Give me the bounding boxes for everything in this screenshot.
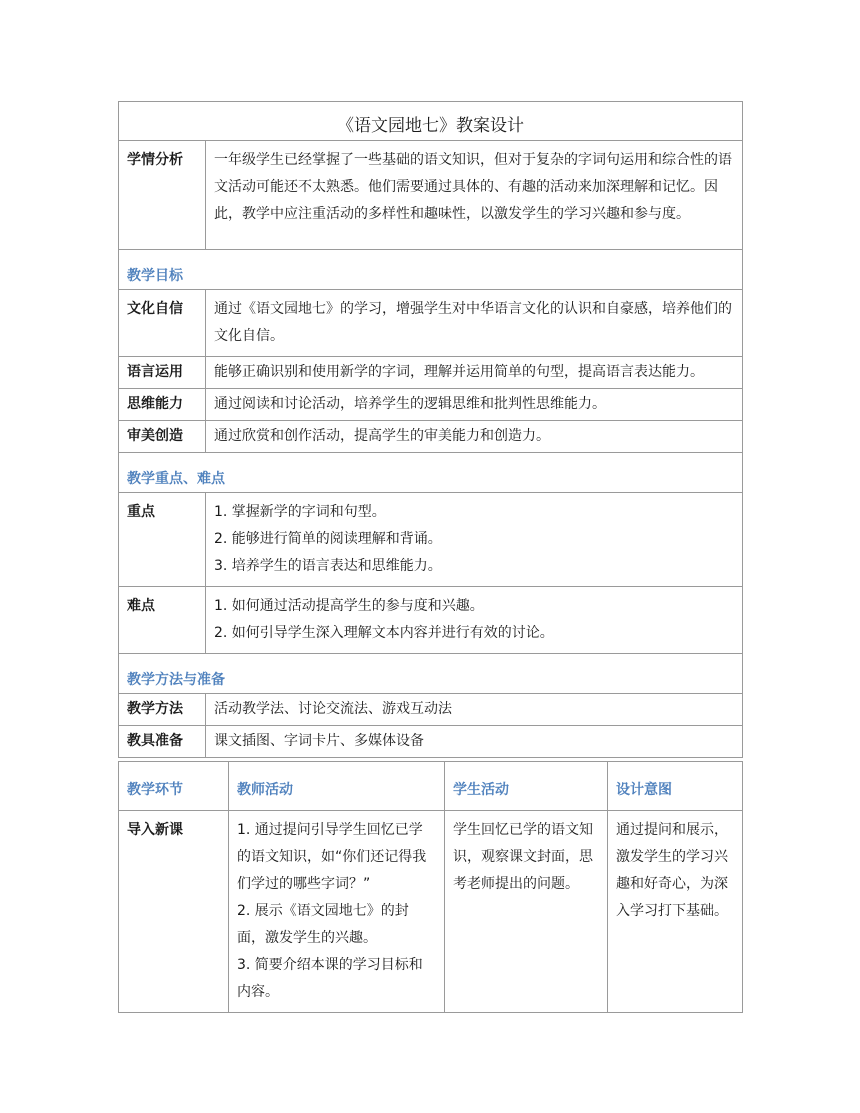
- lesson-plan-table: [118, 101, 743, 758]
- header-student: 学生活动: [445, 762, 608, 811]
- method-text: 课文插图、字词卡片、多媒体设备: [206, 726, 743, 758]
- teacher-activity-item: 1. 通过提问引导学生回忆已学的语文知识，如“你们还记得我们学过的哪些字词？”: [237, 822, 427, 892]
- goal-label: 思维能力: [119, 389, 206, 421]
- focus-list: [206, 493, 743, 587]
- student-activity-cell: 学生回忆已学的语文知识，观察课文封面，思考老师提出的问题。: [445, 811, 608, 1013]
- header-stage: 教学环节: [119, 762, 229, 811]
- goal-text: 通过阅读和讨论活动，培养学生的逻辑思维和批判性思维能力。: [206, 389, 743, 421]
- header-teacher: 教师活动: [229, 762, 445, 811]
- teacher-activity-cell: [229, 811, 445, 1013]
- design-intent-cell: 通过提问和展示，激发学生的学习兴趣和好奇心，为深入学习打下基础。: [608, 811, 743, 1013]
- difficulty-list: [206, 587, 743, 654]
- stage-cell: 导入新课: [119, 811, 229, 1013]
- method-text: 活动教学法、讨论交流法、游戏互动法: [206, 694, 743, 726]
- goal-text: 通过欣赏和创作活动，提高学生的审美能力和创造力。: [206, 421, 743, 453]
- teaching-process-table: [118, 761, 743, 1013]
- teacher-activity-item: 3. 简要介绍本课的学习目标和内容。: [237, 957, 423, 1000]
- header-intent: 设计意图: [608, 762, 743, 811]
- focus-item: 1. 掌握新学的字词和句型。: [214, 504, 386, 520]
- difficulty-item: 1. 如何通过活动提高学生的参与度和兴趣。: [214, 598, 484, 614]
- goal-label: 文化自信: [119, 290, 206, 357]
- difficulty-label: 难点: [119, 587, 206, 654]
- learning-analysis-text: 一年级学生已经掌握了一些基础的语文知识，但对于复杂的字词句运用和综合性的语文活动可能还不太熟悉。他们需要通过具体的、有趣的活动来加深理解和记忆。因此，教学中应注重活动的多样性和趣味性，以激发学生的学习兴趣和参与度。: [206, 141, 743, 250]
- focus-item: 2. 能够进行简单的阅读理解和背诵。: [214, 531, 442, 547]
- goal-label: 语言运用: [119, 357, 206, 389]
- teacher-activity-item: 2. 展示《语文园地七》的封面，激发学生的兴趣。: [237, 903, 409, 946]
- method-label: 教具准备: [119, 726, 206, 758]
- focus-item: 3. 培养学生的语言表达和思维能力。: [214, 558, 442, 574]
- method-label: 教学方法: [119, 694, 206, 726]
- document-title: 《语文园地七》教案设计: [119, 102, 743, 141]
- learning-analysis-label: 学情分析: [119, 141, 206, 250]
- difficulty-item: 2. 如何引导学生深入理解文本内容并进行有效的讨论。: [214, 625, 554, 641]
- key-points-heading: 教学重点、难点: [119, 453, 743, 493]
- methods-heading: 教学方法与准备: [119, 654, 743, 694]
- goal-label: 审美创造: [119, 421, 206, 453]
- goal-text: 通过《语文园地七》的学习，增强学生对中华语言文化的认识和自豪感，培养他们的文化自信。: [206, 290, 743, 357]
- goals-heading: 教学目标: [119, 250, 743, 290]
- focus-label: 重点: [119, 493, 206, 587]
- goal-text: 能够正确识别和使用新学的字词，理解并运用简单的句型，提高语言表达能力。: [206, 357, 743, 389]
